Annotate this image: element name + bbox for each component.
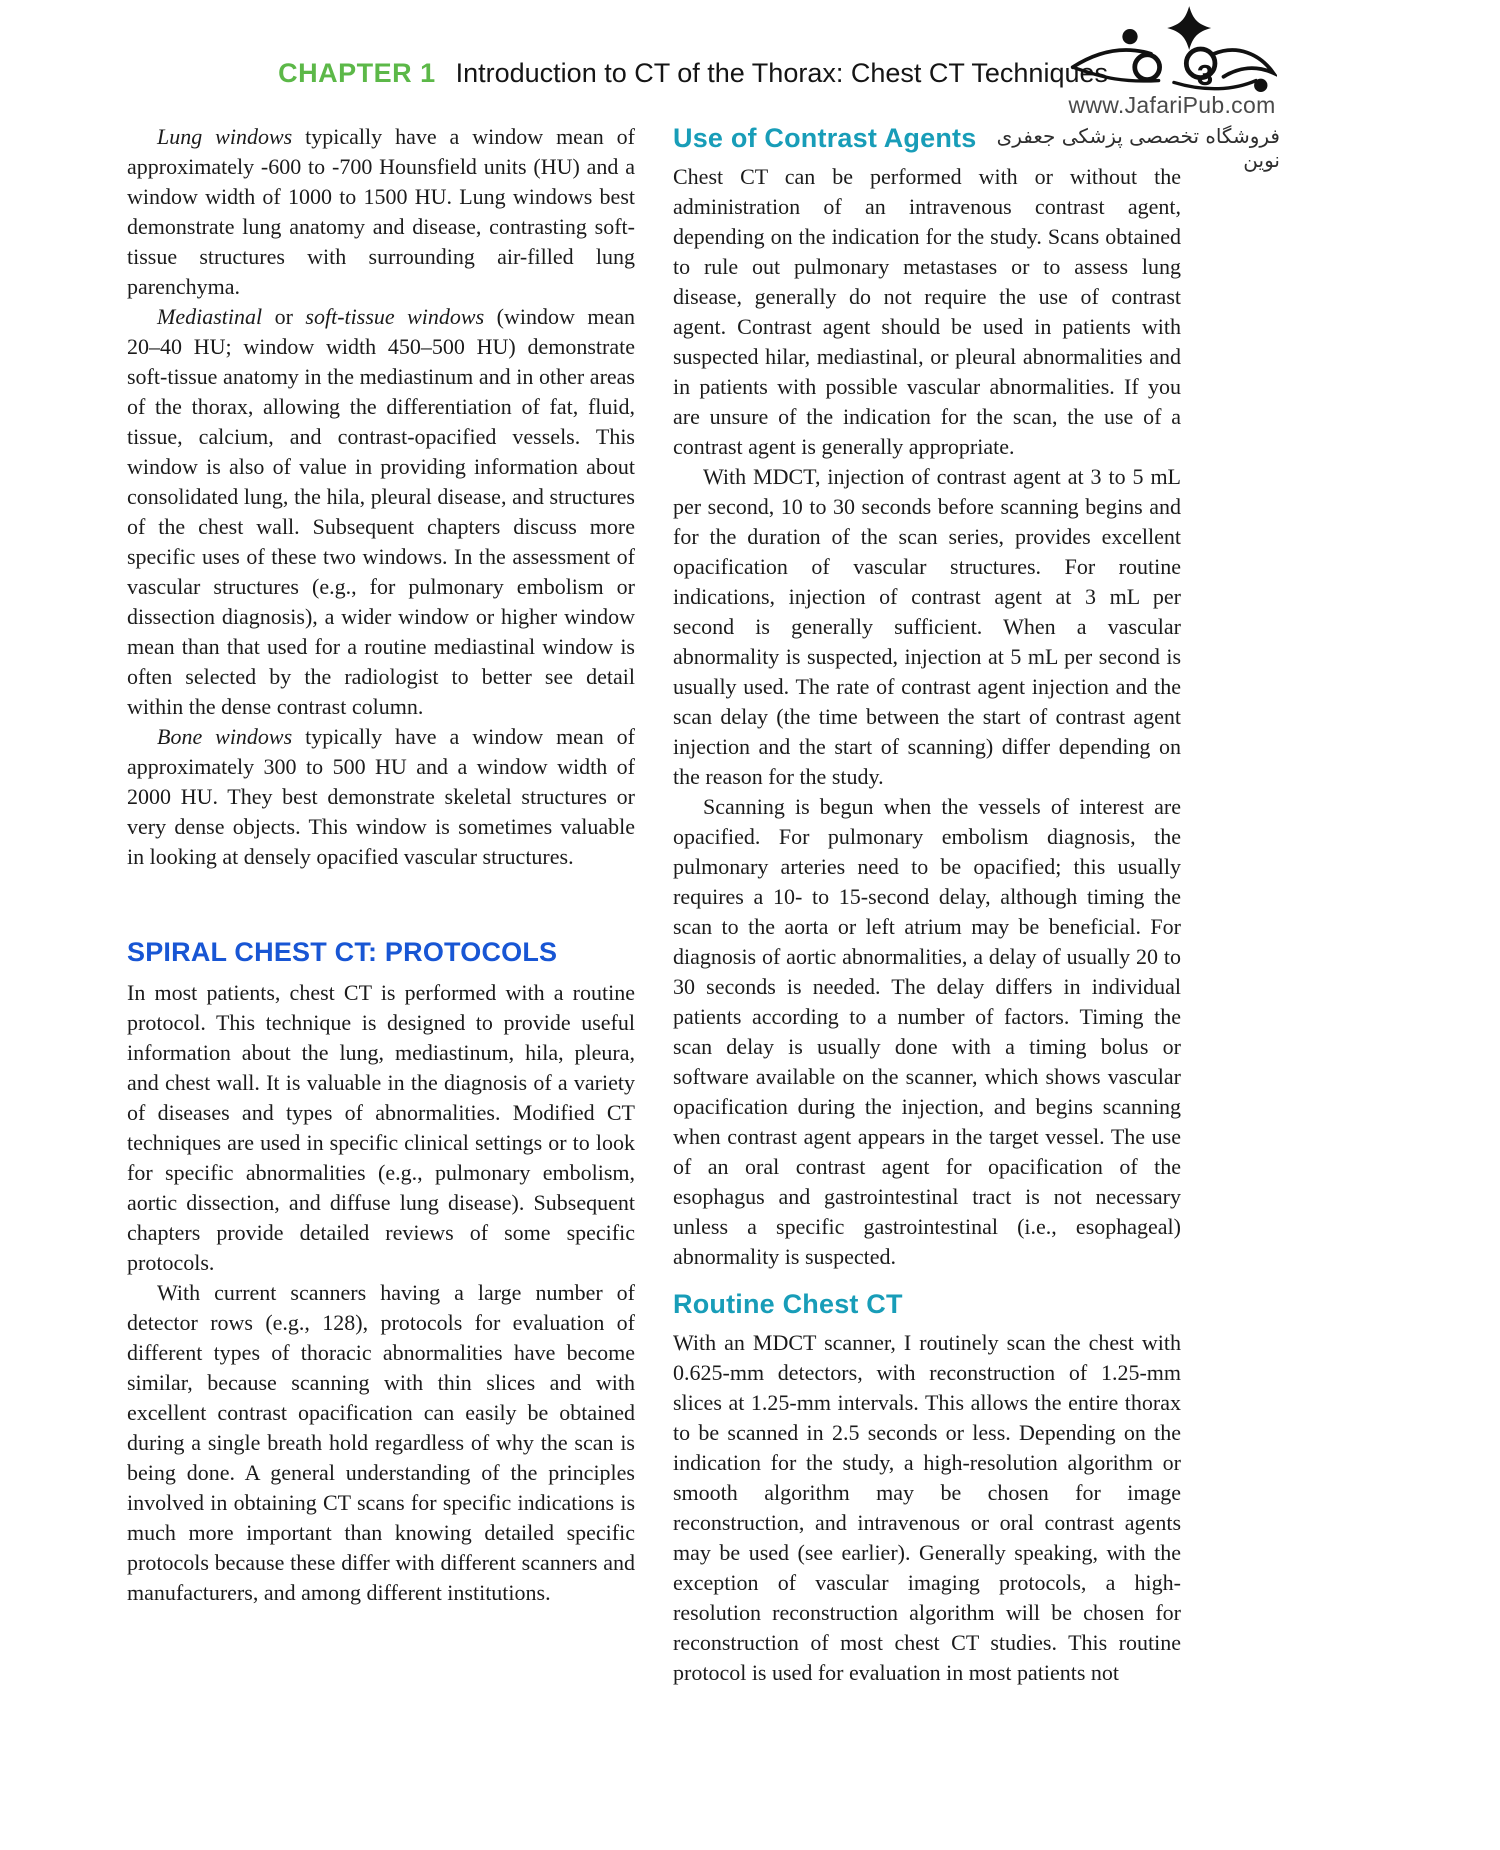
paragraph — [127, 722, 635, 872]
body-text: typically have a window mean of approximately 300 to 500 HU and a window width of 2000 HU. They best demonstrate skeletal structures or very dense objects. This window is sometimes valuable in looking at densely opacified vascular structures. — [127, 724, 635, 869]
section-heading-routine-chest-ct: Routine Chest CT — [673, 1289, 903, 1319]
publisher-tagline-farsi: فروشگاه تخصصی پزشکی جعفری نوین — [996, 124, 1280, 172]
paragraph — [127, 1278, 635, 1608]
body-text: In most patients, chest CT is performed with a routine protocol. This technique is designed to provide useful information about the lung, mediastinum, hila, pleura, and chest wall. It is valuable in the diagnosis of a variety of diseases and types of abnormalities. Modified CT techniques are used in specific clinical settings or to look for specific abnormalities (e.g., pulmonary embolism, aortic dissection, and diffuse lung disease). Subsequent chapters provide detailed reviews of some specific protocols. — [127, 980, 635, 1275]
body-text: or — [262, 304, 306, 329]
body-text: typically have a window mean of approximately -600 to -700 Hounsfield units (HU) and a window width of 1000 to 1500 HU. Lung windows best demonstrate lung anatomy and disease, contrasting soft-tissue structures with surrounding air-filled lung parenchyma. — [127, 124, 635, 299]
text-column-left — [127, 122, 635, 1608]
paragraph — [127, 978, 635, 1278]
page-number: 3 — [1197, 60, 1214, 92]
body-text: (window mean 20–40 HU; window width 450–500 HU) demonstrate soft-tissue anatomy in the mediastinum and in other areas of the thorax, allowing the differentiation of fat, fluid, tissue, calcium, and contrast-opacified vessels. This window is also of value in providing information about consolidated lung, the hila, pleural disease, and structures of the chest wall. Subsequent chapters discuss more specific uses of these two windows. In the assessment of vascular structures (e.g., for pulmonary embolism or dissection diagnosis), a wider window or higher window mean than that used for a routine mediastinal window is often selected by the radiologist to better see detail within the dense contrast column. — [127, 304, 636, 719]
section-heading-use-of-contrast-agents: Use of Contrast Agents — [673, 123, 977, 153]
body-text: Chest CT can be performed with or without the administration of an intravenous contrast agent, depending on the indication for the study. Scans obtained to rule out pulmonary metastases or to assess lung disease, generally do not require the use of contrast agent. Contrast agent should be used in patients with suspected hilar, mediastinal, or pleural abnormalities and in patients with possible vascular abnormalities. If you are unsure of the indication for the scan, the use of a contrast agent is generally appropriate. — [673, 164, 1181, 459]
body-text: With MDCT, injection of contrast agent at 3 to 5 mL per second, 10 to 30 seconds before scanning begins and for the duration of the scan series, provides excellent opacification of vascular structures. For routine indications, injection of contrast agent at 3 mL per second is generally sufficient. When a vascular abnormality is suspected, injection at 5 mL per second is usually used. The rate of contrast agent injection and the scan delay (the time between the start of contrast agent injection and the start of scanning) differ depending on the reason for the study. — [673, 464, 1181, 789]
paragraph — [673, 792, 1181, 1272]
paragraph — [673, 1328, 1181, 1688]
text-column-right — [673, 122, 1181, 1688]
publisher-watermark — [1062, 4, 1282, 119]
chapter-label: CHAPTER 1 — [278, 58, 436, 88]
body-text: With an MDCT scanner, I routinely scan the chest with 0.625-mm detectors, with reconstruction of 1.25-mm slices at 1.25-mm intervals. This allows the entire thorax to be scanned in 2.5 seconds or less. Depending on the indication for the study, a high-resolution algorithm or smooth algorithm may be chosen for image reconstruction, and intravenous or oral contrast agents may be used (see earlier). Generally speaking, with the exception of vascular imaging protocols, a high-resolution reconstruction algorithm will be chosen for reconstruction of most chest CT studies. This routine protocol is used for evaluation in most patients not — [673, 1330, 1181, 1685]
paragraph — [127, 302, 635, 722]
jafaripub-logo-icon — [1062, 4, 1282, 96]
italic-term: soft-tissue windows — [305, 304, 485, 329]
body-text: Scanning is begun when the vessels of interest are opacified. For pulmonary embolism diagnosis, the pulmonary arteries need to be opacified; this usually requires a 10- to 15-second delay, although timing the scan to the aorta or left atrium may be beneficial. For diagnosis of aortic abnormalities, a delay of usually 20 to 30 seconds is needed. The delay differs in individual patients according to a number of factors. Timing the scan delay is usually done with a timing bolus or software available on the scanner, which shows vascular opacification during the injection, and begins scanning when contrast agent appears in the target vessel. The use of an oral contrast agent for opacification of the esophagus and gastrointestinal tract is not necessary unless a specific gastrointestinal (i.e., esophageal) abnormality is suspected. — [673, 794, 1181, 1269]
chapter-title: Introduction to CT of the Thorax: Chest CT Techniques — [455, 58, 1108, 88]
italic-term: Mediastinal — [157, 304, 263, 329]
publisher-url: www.JafariPub.com — [1068, 92, 1276, 118]
italic-term: Lung windows — [157, 124, 293, 149]
chapter-header — [0, 58, 1108, 88]
body-text: With current scanners having a large number of detector rows (e.g., 128), protocols for evaluation of different types of thoracic abnormalities have become similar, because scanning with thin slices and with excellent contrast opacification can easily be obtained during a single breath hold regardless of why the scan is being done. A general understanding of the principles involved in obtaining CT scans for specific indications is much more important than knowing detailed specific protocols because these differ with different scanners and manufacturers, and among different institutions. — [127, 1280, 635, 1605]
paragraph — [673, 162, 1181, 462]
section-heading-spiral-chest-ct-protocols: SPIRAL CHEST CT: PROTOCOLS — [127, 937, 558, 967]
italic-term: Bone windows — [157, 724, 293, 749]
paragraph — [673, 462, 1181, 792]
paragraph — [127, 122, 635, 302]
